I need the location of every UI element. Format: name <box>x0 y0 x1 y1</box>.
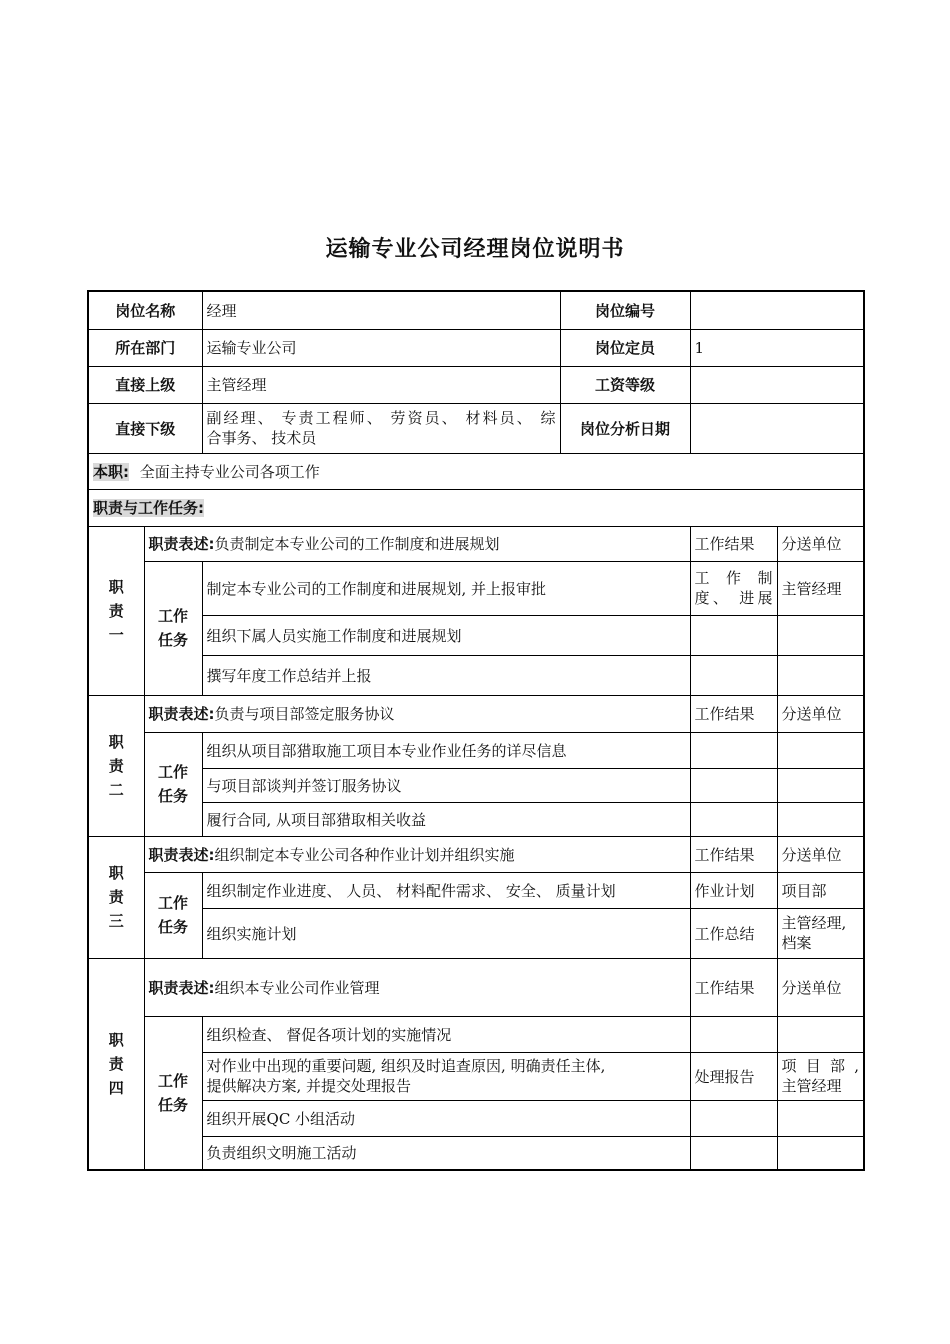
task-send <box>777 655 864 695</box>
task-label <box>144 1016 202 1170</box>
duties-heading-cell <box>88 489 864 526</box>
task-send: 主管经理 <box>777 561 864 615</box>
duty-3-desc <box>144 836 690 872</box>
task-result: 作业计划 <box>690 872 777 908</box>
task-label-line: 任务 <box>158 631 189 649</box>
task-send <box>777 1136 864 1170</box>
task-result <box>690 655 777 695</box>
task-send-line: 主管经理 <box>781 1077 842 1095</box>
task-label-line: 任务 <box>158 918 189 936</box>
task-label <box>144 561 202 695</box>
duty-1-desc-row <box>88 526 864 561</box>
duty-3-desc-row <box>88 836 864 872</box>
task-text: 组织从项目部猎取施工项目本专业作业任务的详尽信息 <box>202 732 690 768</box>
duty-4-label-char: 四 <box>108 1078 124 1097</box>
task-send-line: 档案 <box>781 934 812 952</box>
duty-2-label <box>88 695 144 836</box>
result-header: 工作结果 <box>690 958 777 1016</box>
duty-2-label-char: 责 <box>108 756 124 775</box>
table-row <box>88 802 864 836</box>
task-send <box>777 1016 864 1052</box>
task-text: 与项目部谈判并签订服务协议 <box>202 768 690 802</box>
duty-row <box>88 453 864 489</box>
job-code-value <box>690 291 864 329</box>
headcount-value: 1 <box>690 329 864 366</box>
desc-label: 职责表述: <box>148 845 215 864</box>
table-row <box>88 1100 864 1136</box>
duty-4-label <box>88 958 144 1170</box>
task-send <box>777 1100 864 1136</box>
duty-3-label-char: 三 <box>108 912 124 930</box>
task-text: 组织下属人员实施工作制度和进展规划 <box>202 615 690 655</box>
task-send-line: 项 目 部 , <box>781 1057 860 1075</box>
result-header: 工作结果 <box>690 836 777 872</box>
duty-3-label-char: 责 <box>108 888 124 906</box>
duty-label: 本职: <box>93 462 129 481</box>
task-result <box>690 768 777 802</box>
task-text <box>202 1052 690 1100</box>
task-send <box>777 732 864 768</box>
table-row <box>88 561 864 615</box>
page-title: 运输专业公司经理岗位说明书 <box>325 237 625 262</box>
send-header: 分送单位 <box>777 958 864 1016</box>
duty-1-label-char: 责 <box>108 601 124 620</box>
desc-label: 职责表述: <box>148 705 215 723</box>
duty-4-desc-row <box>88 958 864 1016</box>
task-result <box>690 1100 777 1136</box>
task-text: 组织开展QC 小组活动 <box>202 1100 690 1136</box>
header-row-2 <box>88 329 864 366</box>
duty-3-label <box>88 836 144 958</box>
subordinate-label: 直接下级 <box>88 403 202 453</box>
task-send <box>777 615 864 655</box>
header-row-4 <box>88 403 864 453</box>
job-code-label: 岗位编号 <box>560 291 690 329</box>
subordinate-value <box>202 403 560 453</box>
task-text-line: 提供解决方案, 并提交处理报告 <box>206 1077 412 1095</box>
send-header: 分送单位 <box>777 836 864 872</box>
salary-label: 工资等级 <box>560 366 690 403</box>
duties-heading: 职责与工作任务: <box>93 499 204 517</box>
send-header: 分送单位 <box>777 526 864 561</box>
task-result: 处理报告 <box>690 1052 777 1100</box>
task-result <box>690 1016 777 1052</box>
task-result <box>690 561 777 615</box>
task-text: 履行合同, 从项目部猎取相关收益 <box>202 802 690 836</box>
send-header: 分送单位 <box>777 695 864 732</box>
task-send <box>777 768 864 802</box>
headcount-label: 岗位定员 <box>560 329 690 366</box>
task-text: 组织检查、 督促各项计划的实施情况 <box>202 1016 690 1052</box>
duty-2-desc <box>144 695 690 732</box>
desc-label: 职责表述: <box>148 978 215 997</box>
duty-4-desc-text: 组织本专业公司作业管理 <box>214 978 380 997</box>
job-name-label: 岗位名称 <box>88 291 202 329</box>
task-result-line: 度、 进展 <box>694 589 773 607</box>
task-text: 制定本专业公司的工作制度和进展规划, 并上报审批 <box>202 561 690 615</box>
task-text: 组织实施计划 <box>202 908 690 958</box>
duty-4-desc <box>144 958 690 1016</box>
task-label-line: 工作 <box>158 894 189 912</box>
superior-label: 直接上级 <box>88 366 202 403</box>
table-row <box>88 615 864 655</box>
duty-2-desc-text: 负责与项目部签定服务协议 <box>214 705 395 723</box>
task-result <box>690 732 777 768</box>
task-label-line: 工作 <box>158 1071 189 1090</box>
duty-3-desc-text: 组织制定本专业公司各种作业计划并组织实施 <box>214 845 515 864</box>
task-label-line: 工作 <box>158 763 189 781</box>
task-label-line: 任务 <box>158 787 189 805</box>
table-row <box>88 1136 864 1170</box>
task-result <box>690 802 777 836</box>
duty-1-desc-text: 负责制定本专业公司的工作制度和进展规划 <box>214 535 500 553</box>
task-text: 撰写年度工作总结并上报 <box>202 655 690 695</box>
job-description-table <box>87 290 865 1171</box>
table-row <box>88 1052 864 1100</box>
header-row-1 <box>88 291 864 329</box>
task-text: 负责组织文明施工活动 <box>202 1136 690 1170</box>
analysis-date-label: 岗位分析日期 <box>560 403 690 453</box>
duty-1-desc <box>144 526 690 561</box>
table-row <box>88 1016 864 1052</box>
table-row <box>88 655 864 695</box>
task-send <box>777 908 864 958</box>
subordinate-line-1: 副经理、 专责工程师、 劳资员、 材料员、 综 <box>206 409 556 427</box>
task-text-line: 对作业中出现的重要问题, 组织及时追查原因, 明确责任主体, <box>206 1057 606 1075</box>
table-row <box>88 908 864 958</box>
duty-2-label-char: 职 <box>108 732 124 751</box>
duty-1-label-char: 职 <box>108 577 124 596</box>
task-result <box>690 1136 777 1170</box>
result-header: 工作结果 <box>690 526 777 561</box>
duty-1-label <box>88 526 144 695</box>
duty-1-label-char: 一 <box>108 625 124 644</box>
dept-value: 运输专业公司 <box>202 329 560 366</box>
dept-label: 所在部门 <box>88 329 202 366</box>
task-send <box>777 802 864 836</box>
duty-2-desc-row <box>88 695 864 732</box>
task-result <box>690 615 777 655</box>
task-send <box>777 1052 864 1100</box>
analysis-date-value <box>690 403 864 453</box>
duties-heading-row <box>88 489 864 526</box>
duty-4-label-char: 责 <box>108 1054 124 1073</box>
superior-value: 主管经理 <box>202 366 560 403</box>
task-send: 项目部 <box>777 872 864 908</box>
table-row <box>88 732 864 768</box>
table-row <box>88 872 864 908</box>
duty-text: 全面主持专业公司各项工作 <box>139 462 320 481</box>
salary-value <box>690 366 864 403</box>
header-row-3 <box>88 366 864 403</box>
duty-cell <box>88 453 864 489</box>
task-text: 组织制定作业进度、 人员、 材料配件需求、 安全、 质量计划 <box>202 872 690 908</box>
task-label-line: 工作 <box>158 607 189 625</box>
task-send-line: 主管经理, <box>781 914 847 932</box>
subordinate-line-2: 合事务、 技术员 <box>206 429 317 447</box>
task-label <box>144 732 202 836</box>
table-row <box>88 768 864 802</box>
duty-3-label-char: 职 <box>108 864 124 882</box>
task-result: 工作总结 <box>690 908 777 958</box>
desc-label: 职责表述: <box>148 535 215 553</box>
job-name-value: 经理 <box>202 291 560 329</box>
task-label-line: 任务 <box>158 1095 189 1114</box>
duty-4-label-char: 职 <box>108 1030 124 1049</box>
task-label <box>144 872 202 958</box>
task-result-line: 工 作 制 <box>694 569 773 587</box>
duty-2-label-char: 二 <box>108 780 124 799</box>
result-header: 工作结果 <box>690 695 777 732</box>
